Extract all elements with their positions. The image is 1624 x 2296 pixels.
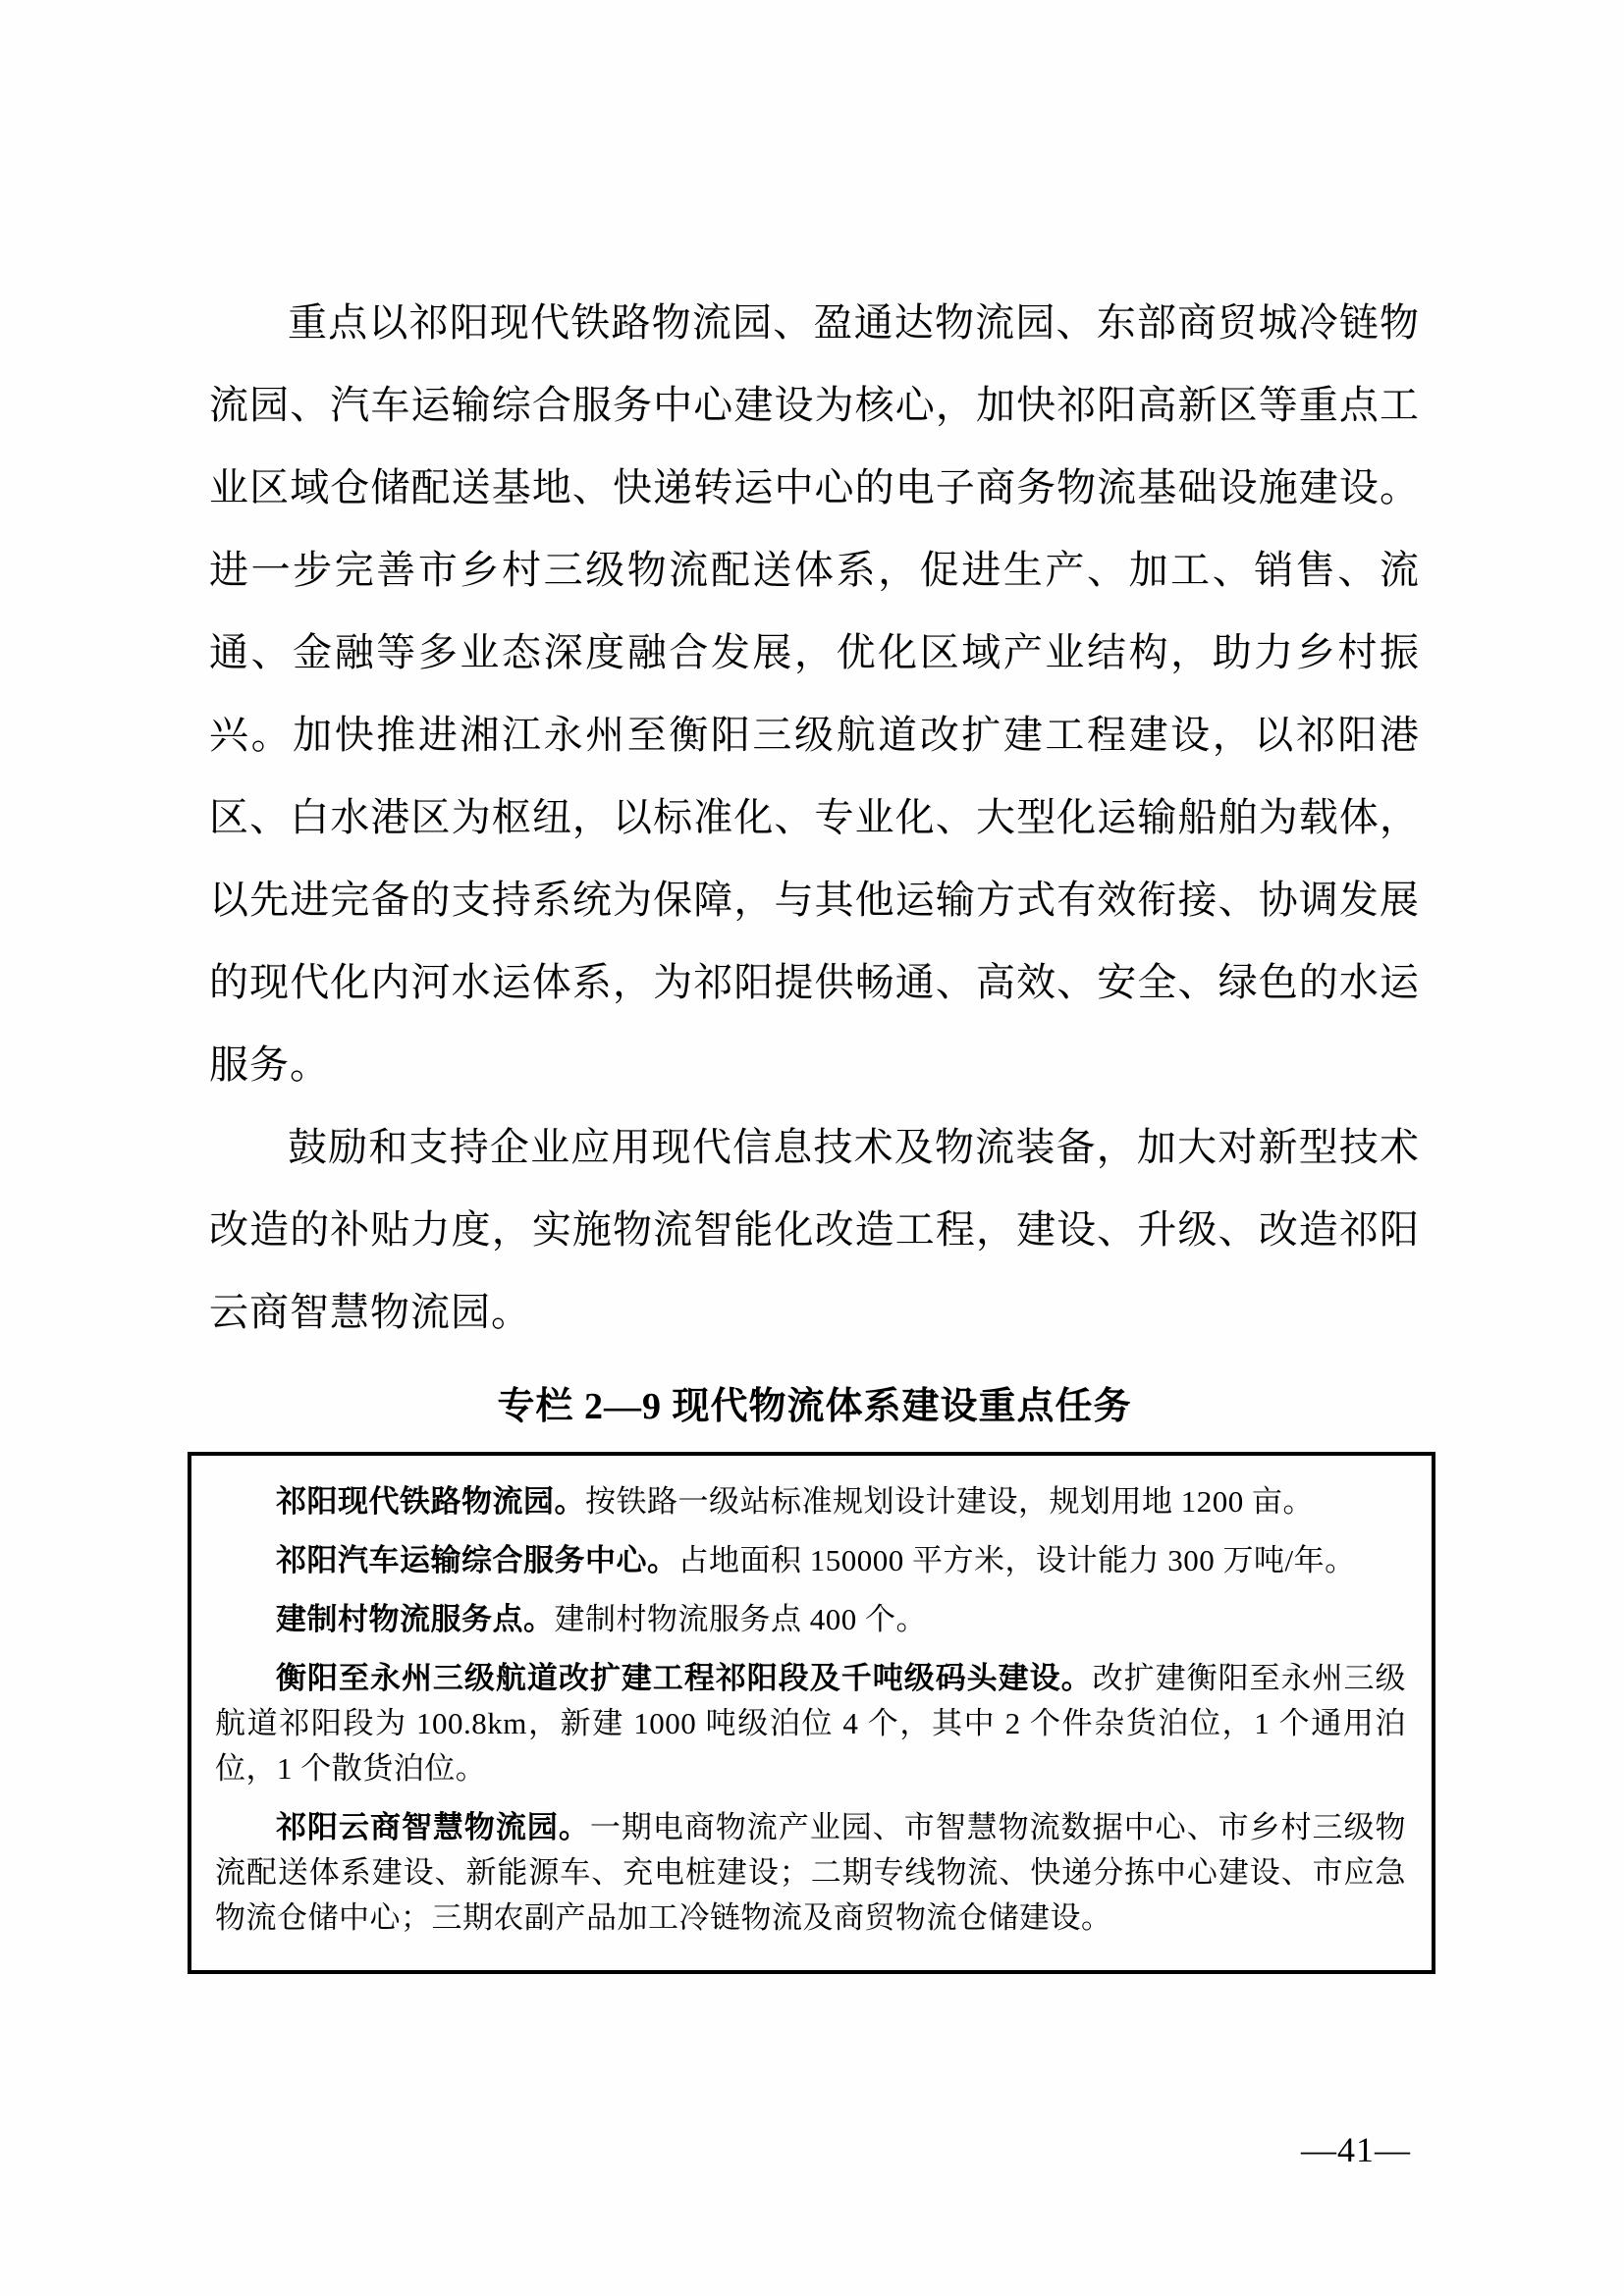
- box-item-rest: 占地面积 150000 平方米，设计能力 300 万吨/年。: [677, 1543, 1356, 1577]
- column-box-title: 专栏 2—9 现代物流体系建设重点任务: [497, 1386, 1132, 1427]
- body-paragraph-2: 鼓励和支持企业应用现代信息技术及物流装备，加大对新型技术改造的补贴力度，实施物流智能化改造工程，建设、升级、改造祁阳云商智慧物流园。: [209, 1125, 1420, 1334]
- box-item-lead: 建制村物流服务点。: [276, 1602, 555, 1636]
- page-number: —41—: [1301, 2130, 1411, 2169]
- box-item-rest: 一期电商物流产业园、市智慧物流数据中心、市乡村三级物流配送体系建设、新能源车、充电桩建设；二期专线物流、快递分拣中心建设、市应急物流仓储中心；三期农副产品加工冷链物流及商贸物流仓储建设。: [215, 1810, 1406, 1935]
- column-box: [188, 1452, 1435, 1974]
- page-content: [209, 282, 1420, 1974]
- box-item-village-logistics-points: [215, 1597, 1406, 1642]
- box-item-rest: 改扩建衡阳至永州三级航道祁阳段为 100.8km，新建 1000 吨级泊位 4 个，其中 2 个件杂货泊位，1 个通用泊位，1 个散货泊位。: [215, 1661, 1407, 1786]
- box-item-lead: 祁阳汽车运输综合服务中心。: [276, 1543, 678, 1577]
- body-paragraph-1: 重点以祁阳现代铁路物流园、盈通达物流园、东部商贸城冷链物流园、汽车运输综合服务中心建设为核心，加快祁阳高新区等重点工业区域仓储配送基地、快递转运中心的电子商务物流基础设施建设。进一步完善市乡村三级物流配送体系，促进生产、加工、销售、流通、金融等多业态深度融合发展，优化区域产业结构，助力乡村振兴。加快推进湘江永州至衡阳三级航道改扩建工程建设，以祁阳港区、白水港区为枢纽，以标准化、专业化、大型化运输船舶为载体，以先进完备的支持系统为保障，与其他运输方式有效衔接、协调发展的现代化内河水运体系，为祁阳提供畅通、高效、安全、绿色的水运服务。: [209, 300, 1420, 1087]
- box-item-lead: 衡阳至永州三级航道改扩建工程祁阳段及千吨级码头建设。: [276, 1661, 1093, 1695]
- box-item-rest: 按铁路一级站标准规划设计建设，规划用地 1200 亩。: [585, 1484, 1314, 1519]
- box-item-lead: 祁阳云商智慧物流园。: [276, 1810, 590, 1844]
- box-item-auto-transport-center: [215, 1538, 1406, 1583]
- box-item-rest: 建制村物流服务点 400 个。: [554, 1602, 927, 1636]
- box-item-cloud-smart-logistics-park: [215, 1805, 1406, 1941]
- box-item-railway-logistics-park: [215, 1479, 1406, 1524]
- box-item-lead: 祁阳现代铁路物流园。: [276, 1484, 585, 1519]
- box-item-waterway-project: [215, 1656, 1406, 1791]
